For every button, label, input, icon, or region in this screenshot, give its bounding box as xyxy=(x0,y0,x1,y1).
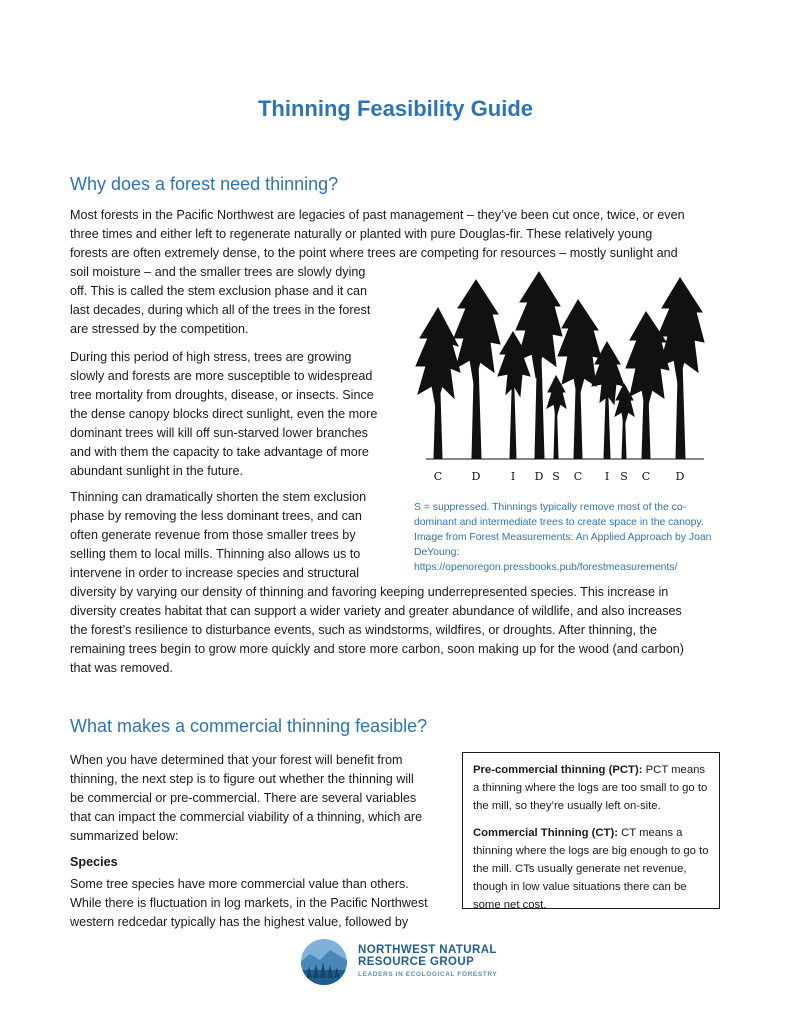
text-line: summarized below: xyxy=(70,829,179,843)
text-line: diversity by varying our density of thinning and favoring keeping underrepresented species. This increase in xyxy=(70,585,669,599)
text-line: abundant sunlight in the future. xyxy=(70,464,243,478)
crown-class-label: D xyxy=(534,470,544,483)
text-line: are stressed by the competition. xyxy=(70,322,249,336)
text-line: that can impact the commercial viability of a thinning, which are xyxy=(70,810,423,824)
ct-term: Commercial Thinning (CT): xyxy=(473,827,618,839)
page-title: Thinning Feasibility Guide xyxy=(257,96,533,121)
text-line: dominant trees will kill off sun-starved lower branches xyxy=(70,426,368,440)
text-line: While there is fluctuation in log markets, in the Pacific Northwest xyxy=(70,896,428,910)
text-line: When you have determined that your forest will benefit from xyxy=(70,753,403,767)
species-paragraph xyxy=(70,875,428,932)
text-line: tree mortality from droughts, disease, or insects. Since xyxy=(70,388,374,402)
crown-class-label: I xyxy=(604,470,610,483)
text-line: that was removed. xyxy=(70,661,173,675)
organization-logo xyxy=(298,938,498,986)
text-line: forests are often extremely dense, to the point where trees are competing for resources – mostly sunlight and xyxy=(70,246,678,260)
crown-class-label: D xyxy=(471,470,481,483)
crown-class-label: D xyxy=(675,470,685,483)
text-line: Some tree species have more commercial value than others. xyxy=(70,877,409,891)
feasibility-paragraph xyxy=(70,751,422,846)
forest-emblem-icon xyxy=(298,938,350,986)
text-line: selling them to local mills. Thinning also allows us to xyxy=(70,547,361,561)
text-line: diversity creates habitat that can support a wider variety and greater abundance of wildlife, and also increases xyxy=(70,604,682,618)
logo-tagline: LEADERS IN ECOLOGICAL FORESTRY xyxy=(358,971,498,978)
crown-class-label: C xyxy=(573,470,583,483)
section-heading-why-thin: Why does a forest need thinning? xyxy=(70,174,339,194)
pct-text: PCT means a thinning where the logs are too small to go to the mill, so they’re usually left on-site. xyxy=(473,764,708,812)
text-line: off. This is called the stem exclusion phase and it can xyxy=(70,284,368,298)
text-line: three times and either left to regenerate naturally or planted with pure Douglas-fir. These relatively young xyxy=(70,227,653,241)
crown-class-label: S xyxy=(552,470,560,483)
text-line: last decades, during which all of the trees in the forest xyxy=(70,303,371,317)
text-line: western redcedar typically has the highest value, followed by xyxy=(70,915,409,929)
logo-name-line1: NORTHWEST NATURAL xyxy=(358,944,497,956)
crown-class-label: C xyxy=(433,470,443,483)
text-line: the dense canopy blocks direct sunlight, even the more xyxy=(70,407,378,421)
text-line: the forest’s resilience to disturbance events, such as windstorms, wildfires, or droughts. After thinning, the xyxy=(70,623,658,637)
text-line: During this period of high stress, trees are growing xyxy=(70,350,352,364)
text-line: thinning, the next step is to figure out whether the thinning will xyxy=(70,772,414,786)
text-line: remaining trees begin to grow more quickly and store more carbon, soon making up for the wood (and carbon) xyxy=(70,642,684,656)
text-line: soil moisture – and the smaller trees are slowly dying xyxy=(70,265,366,279)
definitions-box xyxy=(462,752,720,909)
text-line: and with them the capacity to take advantage of more xyxy=(70,445,369,459)
text-line: be commercial or pre-commercial. There are several variables xyxy=(70,791,417,805)
crown-class-label: C xyxy=(641,470,651,483)
text-line: Most forests in the Pacific Northwest are legacies of past management – they’ve been cut once, twice, or even xyxy=(70,208,685,222)
section-heading-commercial-thinning: What makes a commercial thinning feasible? xyxy=(70,716,428,736)
text-line: phase by removing the less dominant trees, and can xyxy=(70,509,362,523)
crown-class-label: I xyxy=(510,470,516,483)
text-line: Thinning can dramatically shorten the stem exclusion xyxy=(70,490,367,504)
stress-paragraph xyxy=(70,348,377,481)
logo-name-line2: RESOURCE GROUP xyxy=(358,956,475,968)
pct-term: Pre-commercial thinning (PCT): xyxy=(473,764,643,776)
ct-text: CT means a thinning where the logs are big enough to go to the mill. CTs usually generate net revenue, though in low value situations there can be some net cost. xyxy=(473,827,709,911)
text-line: often generate revenue from those smaller trees by xyxy=(70,528,356,542)
ct-definition xyxy=(473,824,709,914)
logo-wordmark xyxy=(358,944,497,978)
tree-canopy-illustration xyxy=(414,268,710,493)
pct-definition xyxy=(473,761,709,815)
text-line: intervene in order to increase species and structural xyxy=(70,566,360,580)
figure-caption: S = suppressed. Thinnings typically remove most of the co-dominant and intermediate trees to create space in the canopy. Image from Forest Measurements: An Applied Approach by Joan DeYoung: https://openoregon.pressbooks.pub/forestmeasurements/ xyxy=(414,502,712,573)
species-heading: Species xyxy=(70,855,118,869)
text-line: slowly and forests are more susceptible to widespread xyxy=(70,369,373,383)
crown-class-label: S xyxy=(620,470,628,483)
